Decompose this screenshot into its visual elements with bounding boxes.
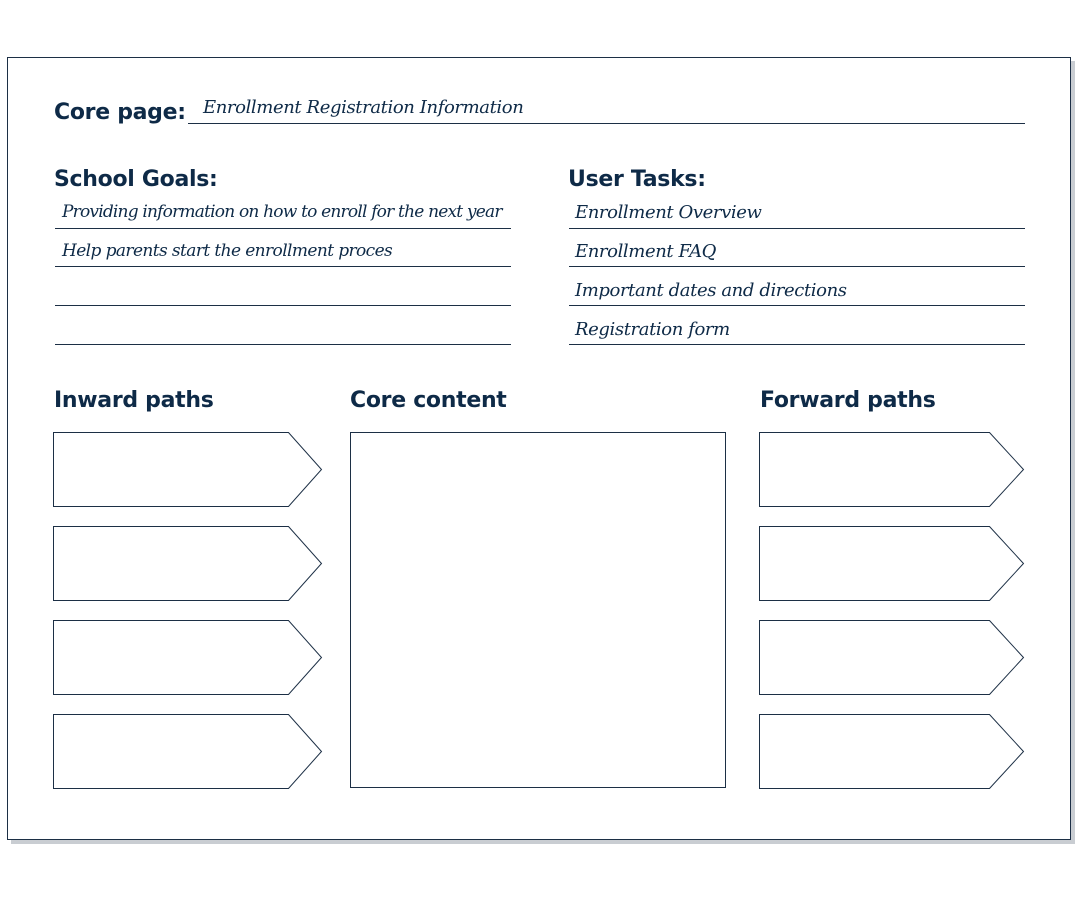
- inward-path-3: [53, 620, 323, 696]
- inward-path-2: [53, 526, 323, 602]
- task-line-1: [569, 228, 1025, 229]
- task-text-2: Enrollment FAQ: [575, 241, 717, 262]
- task-text-3: Important dates and directions: [575, 280, 847, 301]
- core-content-box: [350, 432, 726, 788]
- inward-path-1: [53, 432, 323, 508]
- goal-line-4: [55, 344, 511, 345]
- task-line-2: [569, 266, 1025, 267]
- forward-path-1: [759, 432, 1025, 508]
- task-line-4: [569, 344, 1025, 345]
- inward-path-4: [53, 714, 323, 790]
- goal-line-3: [55, 305, 511, 306]
- forward-path-4: [759, 714, 1025, 790]
- forward-paths-label: Forward paths: [760, 388, 936, 413]
- goal-text-1: Providing information on how to enroll for the next year: [62, 202, 502, 222]
- user-tasks-label: User Tasks:: [568, 167, 706, 192]
- forward-path-3: [759, 620, 1025, 696]
- goal-line-1: [55, 228, 511, 229]
- task-line-3: [569, 305, 1025, 306]
- core-content-label: Core content: [350, 388, 507, 413]
- goal-text-2: Help parents start the enrollment proces: [62, 241, 393, 261]
- core-page-label: Core page:: [54, 100, 186, 125]
- core-page-line: [188, 123, 1025, 124]
- school-goals-label: School Goals:: [54, 167, 218, 192]
- task-text-1: Enrollment Overview: [575, 202, 762, 223]
- task-text-4: Registration form: [575, 319, 730, 340]
- core-page-value: Enrollment Registration Information: [203, 97, 524, 118]
- inward-paths-label: Inward paths: [54, 388, 214, 413]
- forward-path-2: [759, 526, 1025, 602]
- goal-line-2: [55, 266, 511, 267]
